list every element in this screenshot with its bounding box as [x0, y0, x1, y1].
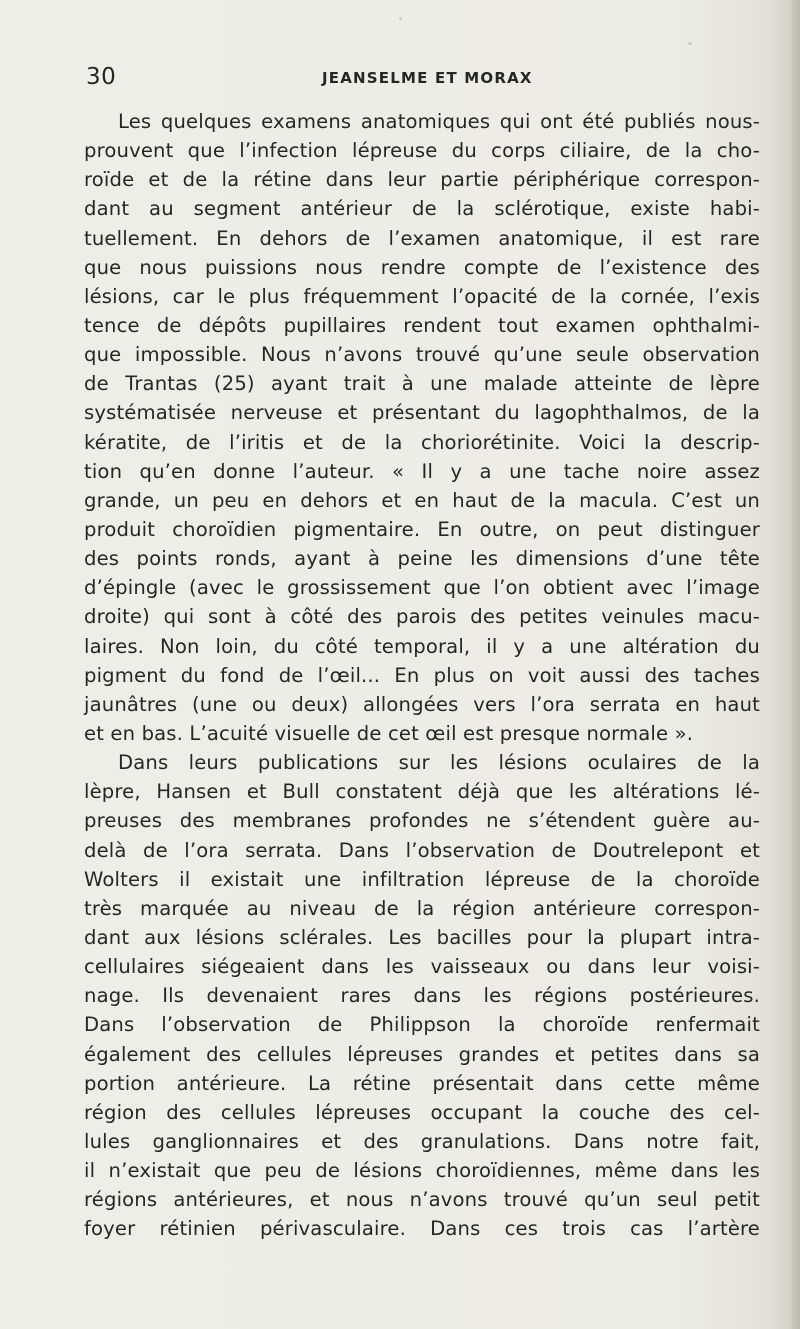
text-line: nage. Ils devenaient rares dans les régions postérieures. [84, 984, 760, 1008]
text-line: pigment du fond de l’œil... En plus on voit aussi des taches [84, 663, 760, 687]
text-line: portion antérieure. La rétine présentait dans cette même [84, 1071, 760, 1095]
text-line: grande, un peu en dehors et en haut de la macula. C’est un [84, 488, 760, 512]
text-line: et en bas. L’acuité visuelle de cet œil est presque normale ». [84, 721, 694, 745]
text-line: prouvent que l’infection lépreuse du corps ciliaire, de la cho- [84, 139, 760, 163]
page-number: 30 [86, 64, 117, 90]
text-line: que impossible. Nous n’avons trouvé qu’une seule observation [84, 343, 760, 367]
text-line: également des cellules lépreuses grandes et petites dans sa [84, 1042, 760, 1066]
text-line: très marquée au niveau de la région antérieure correspon- [84, 896, 760, 920]
text-line: produit choroïdien pigmentaire. En outre, on peut distinguer [84, 517, 760, 541]
text-line: région des cellules lépreuses occupant la couche des cel- [84, 1100, 760, 1124]
text-line: lésions, car le plus fréquemment l’opacité de la cornée, l’exis [84, 284, 760, 308]
text-line: dant aux lésions sclérales. Les bacilles pour la plupart intra- [84, 925, 760, 949]
running-head: JEANSELME ET MORAX [322, 69, 533, 87]
body-text [84, 107, 760, 1243]
page-edge-shadow [788, 0, 800, 1329]
text-line: Les quelques examens anatomiques qui ont été publiés nous- [118, 110, 760, 133]
paper-speck [399, 17, 402, 20]
text-line: preuses des membranes profondes ne s’étendent guère au- [84, 809, 760, 833]
text-line: kératite, de l’iritis et de la choriorétinite. Voici la descrip- [84, 430, 760, 454]
text-line: tuellement. En dehors de l’examen anatomique, il est rare [84, 226, 760, 250]
text-line: tence de dépôts pupillaires rendent tout examen ophthalmi- [84, 313, 760, 337]
text-line: lules ganglionnaires et des granulations. Dans notre fait, [84, 1129, 760, 1153]
text-line: Wolters il existait une infiltration lépreuse de la choroïde [84, 867, 760, 891]
text-line: systématisée nerveuse et présentant du lagophthalmos, de la [84, 401, 760, 425]
text-line: d’épingle (avec le grossissement que l’on obtient avec l’image [84, 576, 760, 600]
text-line: cellulaires siégeaient dans les vaisseaux ou dans leur voisi- [84, 955, 760, 979]
paper-speck [688, 42, 692, 45]
text-line: Dans leurs publications sur les lésions oculaires de la [118, 751, 760, 775]
text-line: il n’existait que peu de lésions choroïdiennes, même dans les [84, 1159, 760, 1183]
text-line: lèpre, Hansen et Bull constatent déjà que les altérations lé- [84, 780, 760, 804]
text-line: régions antérieures, et nous n’avons trouvé qu’un seul petit [84, 1188, 760, 1212]
text-line: de Trantas (25) ayant trait à une malade atteinte de lèpre [84, 372, 760, 396]
page-header [0, 63, 800, 93]
text-line: que nous puissions nous rendre compte de l’existence des [84, 255, 760, 279]
text-line: foyer rétinien périvasculaire. Dans ces trois cas l’artère [84, 1217, 760, 1241]
text-line: delà de l’ora serrata. Dans l’observation de Doutrelepont et [84, 838, 760, 862]
text-line: des points ronds, ayant à peine les dimensions d’une tête [84, 547, 760, 571]
text-line: Dans l’observation de Philippson la choroïde renfermait [84, 1013, 760, 1037]
text-line: dant au segment antérieur de la sclérotique, existe habi- [84, 197, 760, 221]
text-line: laires. Non loin, du côté temporal, il y a une altération du [84, 634, 760, 658]
text-line: tion qu’en donne l’auteur. « Il y a une tache noire assez [84, 459, 760, 483]
text-line: droite) qui sont à côté des parois des petites veinules macu- [84, 605, 760, 629]
text-line: roïde et de la rétine dans leur partie périphérique correspon- [84, 168, 760, 192]
text-line: jaunâtres (une ou deux) allongées vers l’ora serrata en haut [84, 692, 760, 716]
